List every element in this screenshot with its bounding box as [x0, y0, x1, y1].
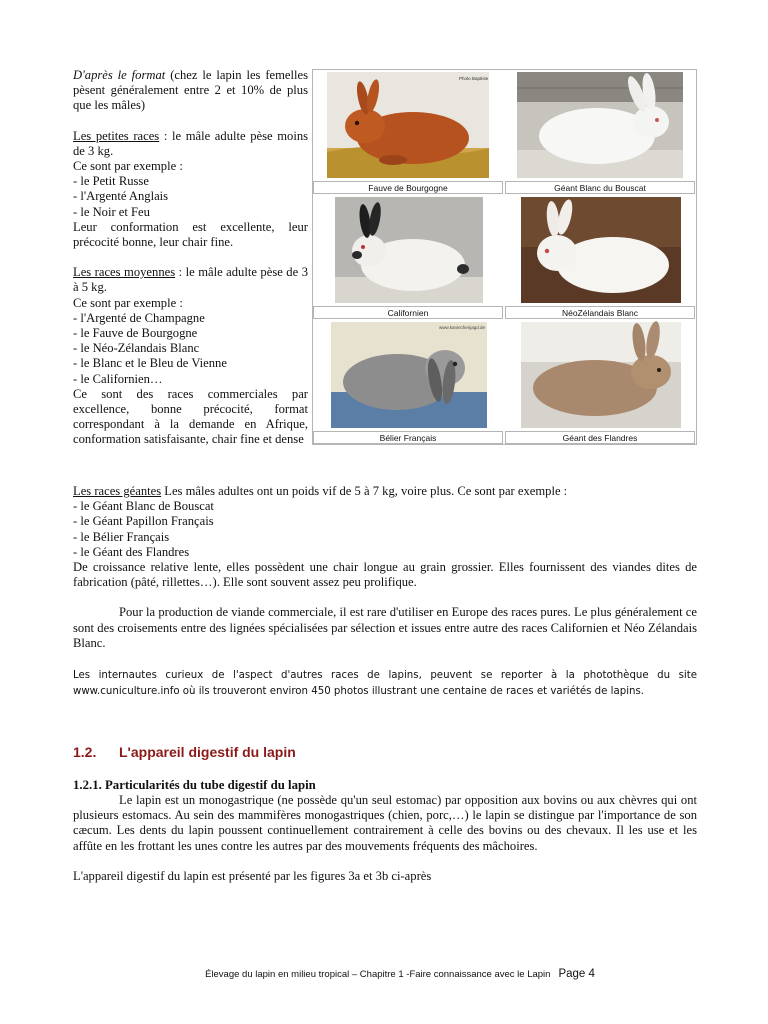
small-races-note: Leur conformation est excellente, leur précocité bonne, leur chair fine. [73, 219, 308, 250]
medium-races-intro [73, 265, 308, 295]
rabbit-photo [505, 195, 697, 307]
medium-races-label: Les races moyennes [73, 265, 176, 280]
giant-races-note: De croissance relative lente, elles possèdent une chair longue au grain grossier. Elles fournissent des viandes dites de fabrication (pâté, rillettes…). Elle sont souvent assez peu prolifique. [73, 560, 697, 590]
rabbit-photo [313, 320, 505, 432]
breed-text-column [73, 68, 308, 448]
photo-cell-californien [313, 195, 505, 320]
figures-sentence: L'appareil digestif du lapin est présenté par les figures 3a et 3b ci-après [73, 868, 432, 883]
list-item: - le Petit Russe [73, 174, 149, 189]
list-item: - le Blanc et le Bleu de Vienne [73, 356, 227, 371]
medium-races-weight: : le mâle adulte pèse de 3 à 5 kg. [73, 265, 308, 295]
giant-races-label: Les races géantes [73, 484, 162, 498]
list-item: - l'Argenté Anglais [73, 189, 169, 204]
page-number: Page 4 [558, 968, 595, 980]
list-item: - le Noir et Feu [73, 204, 150, 219]
rabbit-photo [313, 195, 505, 307]
page-footer [150, 967, 650, 982]
rabbit-photo [313, 70, 505, 182]
digestive-paragraph: Le lapin est un monogastrique (ne possède qu'un seul estomac) par opposition aux bovins ou aux chèvres qui ont plusieurs estomacs. Au sein des mammifères monogastriques (chien, porc,…) le lapin se distingue par l'importance de son cæcum. Les dents du lapin poussent continuellement contrairement à celle des bovins ou des chevaux. Il les use et les affûte en les frottant les unes contre les autres par des mouvements fréquents des mâchoires. [73, 793, 697, 853]
medium-examples-label: Ce sont par exemple : [73, 295, 183, 310]
photo-credit: www.kaninchenjagd.de [439, 325, 486, 330]
subsection-title: 1.2.1. Particularités du tube digestif du lapin [73, 778, 316, 792]
photo-cell-geant-des-flandres [505, 320, 697, 445]
photo-cell-fauve-de-bourgogne [313, 70, 505, 195]
rabbit-photo-grid [312, 69, 697, 445]
list-item: - le Géant Blanc de Bouscat [73, 499, 214, 514]
section-title: L'appareil digestif du lapin [119, 744, 296, 760]
list-item: - le Fauve de Bourgogne [73, 326, 198, 341]
format-text: (chez le lapin les femelles pèsent généralement entre 2 et 10% de plus que les mâles) [73, 68, 309, 113]
photo-caption: Bélier Français [313, 431, 503, 444]
photo-cell-neozelandais-blanc [505, 195, 697, 320]
list-item: - le Géant Papillon Français [73, 514, 214, 529]
photo-credit: Photo Baptiste [459, 76, 489, 81]
format-paragraph [73, 68, 308, 114]
list-item: - l'Argenté de Champagne [73, 310, 205, 325]
list-item: - le Californien… [73, 371, 163, 386]
rabbit-photo [505, 320, 697, 432]
small-races-label: Les petites races [73, 128, 160, 143]
photo-cell-geant-blanc-du-bouscat [505, 70, 697, 195]
photo-caption: NéoZélandais Blanc [505, 306, 695, 319]
photo-caption: Géant des Flandres [505, 431, 695, 444]
list-item: - le Néo-Zélandais Blanc [73, 341, 200, 356]
photo-caption: Fauve de Bourgogne [313, 181, 503, 194]
giant-races-section [73, 484, 697, 651]
medium-races-note: Ce sont des races commerciales par excellence, bonne précocité, format correspondant à la demande en Afrique, conformation satisfaisante, chair fine et dense [73, 386, 308, 447]
rabbit-photo [505, 70, 697, 182]
small-examples-label: Ce sont par exemple : [73, 159, 183, 174]
section-heading [73, 743, 673, 761]
photo-cell-belier-francais [313, 320, 505, 445]
internet-note: Les internautes curieux de l'aspect d'autres races de lapins, peuvent se reporter à la photothèque du site www.cuniculture.info où ils trouveront environ 450 photos illustrant une centaine de races et variétés de lapins. [73, 670, 697, 697]
production-paragraph: Pour la production de viande commerciale, il est rare d'utiliser en Europe des races pures. Le plus généralement ce sont des croisements entre des lignées spécialisées par sélection et issues entre autre des races Californien et Néo Zélandais Blanc. [73, 605, 697, 650]
small-races-intro [73, 129, 308, 159]
footer-text: Élevage du lapin en milieu tropical – Chapitre 1 -Faire connaissance avec le Lapin [205, 969, 551, 980]
photo-caption: Californien [313, 306, 503, 319]
small-races-weight: : le mâle adulte pèse moins de 3 kg. [73, 128, 309, 158]
giant-races-weight: Les mâles adultes ont un poids vif de 5 à 7 kg, voire plus. Ce sont par exemple : [161, 484, 568, 498]
digestive-section [73, 793, 697, 884]
section-number: 1.2. [73, 744, 97, 760]
format-label: D'après le format [73, 68, 166, 82]
list-item: - le Géant des Flandres [73, 544, 190, 559]
list-item: - le Bélier Français [73, 529, 170, 544]
photo-caption: Géant Blanc du Bouscat [505, 181, 695, 194]
giant-races-intro [73, 484, 697, 499]
